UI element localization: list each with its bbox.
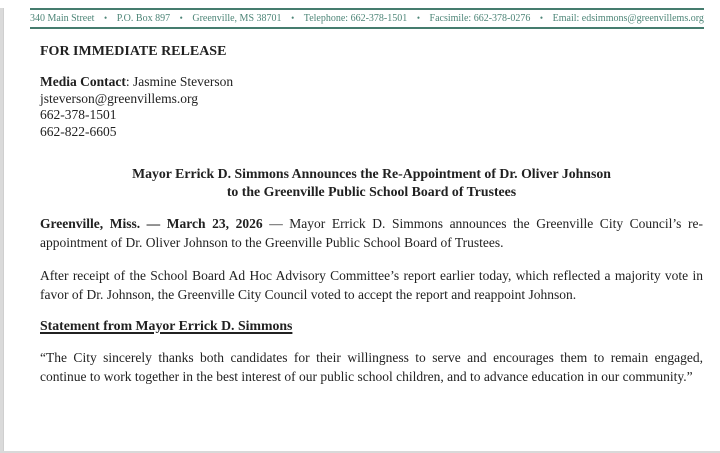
media-contact-block bbox=[40, 74, 703, 140]
media-contact-phone-office: 662-378-1501 bbox=[40, 107, 117, 122]
letterhead-contact-line bbox=[30, 10, 704, 27]
bullet-separator: • bbox=[539, 13, 544, 23]
media-contact-label: Media Contact bbox=[40, 74, 126, 89]
letterhead-street: 340 Main Street bbox=[30, 13, 95, 24]
title-line-2: to the Greenville Public School Board of Trustees bbox=[226, 183, 517, 199]
letterhead-telephone: Telephone: 662-378-1501 bbox=[303, 13, 408, 24]
document-body bbox=[40, 44, 703, 386]
paragraph-committee-report: After receipt of the School Board Ad Hoc Advisory Committee’s report earlier today, which reflected a majority vote in favor of Dr. Johnson, the Greenville City Council voted to accept the report and reappoint Johnson. bbox=[40, 268, 703, 302]
media-contact-phone-cell: 662-822-6605 bbox=[40, 123, 117, 139]
letterhead-facsimile: Facsimile: 662-378-0276 bbox=[429, 13, 531, 24]
title-line-1: Mayor Errick D. Simmons Announces the Re-Appointment of Dr. Oliver Johnson bbox=[132, 166, 611, 181]
paragraph-announcement-text: — Mayor Errick D. Simmons announces the Greenville City Council’s re-appointment of Dr. Oliver Johnson to the Greenville Public School Board of Trustees. bbox=[40, 216, 704, 250]
letterhead-bottom-rule bbox=[30, 27, 704, 29]
press-release-title bbox=[40, 165, 703, 200]
bullet-separator: • bbox=[416, 13, 420, 23]
bullet-separator: • bbox=[179, 13, 183, 23]
paragraph-announcement bbox=[40, 215, 703, 252]
bullet-separator: • bbox=[291, 13, 295, 23]
letterhead-pobox: P.O. Box 897 bbox=[116, 13, 171, 24]
media-contact-line bbox=[40, 74, 703, 91]
release-label: FOR IMMEDIATE RELEASE bbox=[40, 44, 227, 59]
statement-heading: Statement from Mayor Errick D. Simmons bbox=[40, 318, 293, 333]
dateline: Greenville, Miss. — March 23, 2026 bbox=[40, 216, 263, 231]
paragraph-mayor-quote: “The City sincerely thanks both candidates for their willingness to serve and encourages them to remain engaged, continue to work together in the best interest of our public school children, and to advance education in our community.” bbox=[40, 350, 703, 384]
media-contact-name: : Jasmine Steverson bbox=[125, 74, 234, 89]
press-release-page bbox=[0, 8, 720, 453]
letterhead bbox=[30, 8, 704, 29]
letterhead-email: Email: edsimmons@greenvillems.org bbox=[552, 13, 704, 24]
media-contact-email: jsteverson@greenvillems.org bbox=[40, 90, 199, 106]
letterhead-city: Greenville, MS 38701 bbox=[192, 13, 282, 24]
bullet-separator: • bbox=[104, 13, 108, 23]
page-left-edge bbox=[0, 8, 4, 453]
